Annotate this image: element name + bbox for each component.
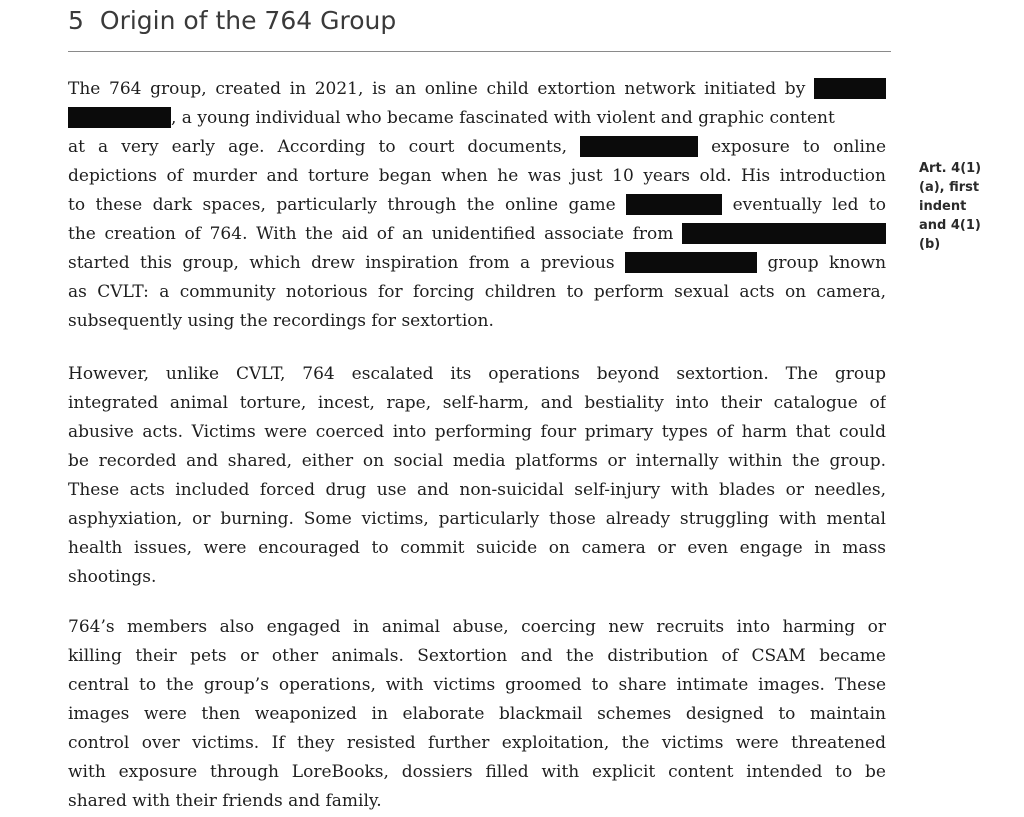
paragraph-line: However, unlike CVLT, 764 escalated its operations beyond sextortion. The group: [68, 364, 886, 384]
paragraph-line: asphyxiation, or burning. Some victims, particularly those already struggling with mental: [68, 509, 886, 529]
margin-note-line: indent: [919, 199, 967, 214]
redaction-box: [625, 252, 757, 273]
paragraph-line: subsequently using the recordings for sextortion.: [68, 311, 494, 331]
paragraph-line: depictions of murder and torture began when he was just 10 years old. His introduction: [68, 166, 886, 186]
paragraph-line: integrated animal torture, incest, rape, self-harm, and bestiality into their catalogue of: [68, 393, 886, 413]
paragraph-line: The 764 group, created in 2021, is an online child extortion network initiated by: [68, 75, 886, 104]
paragraph-line: with exposure through LoreBooks, dossiers filled with explicit content intended to be: [68, 762, 886, 782]
redaction-box: [580, 136, 698, 157]
paragraph-line: at a very early age. According to court documents, exposure to online: [68, 137, 886, 157]
margin-note-line: (a), first: [919, 180, 980, 195]
paragraph-line: central to the group’s operations, with victims groomed to share intimate images. These: [68, 675, 886, 695]
section-heading: [68, 6, 396, 35]
paragraph-line: the creation of 764. With the aid of an unidentified associate from: [68, 220, 886, 249]
paragraph-line: shared with their friends and family.: [68, 791, 382, 811]
section-title: Origin of the 764 Group: [99, 6, 397, 35]
paragraph-line: killing their pets or other animals. Sextortion and the distribution of CSAM became: [68, 646, 886, 666]
paragraph-line: images were then weaponized in elaborate blackmail schemes designed to maintain: [68, 704, 886, 724]
legal-basis-margin-note: [919, 159, 1009, 254]
section-number: 5: [68, 6, 84, 35]
redaction-box: [68, 107, 171, 128]
redaction-box: [682, 223, 886, 244]
paragraph-1: [68, 75, 886, 336]
paragraph-line: as CVLT: a community notorious for forcing children to perform sexual acts on camera,: [68, 282, 886, 302]
paragraph-line: , a young individual who became fascinated with violent and graphic content: [68, 104, 886, 133]
paragraph-line: shootings.: [68, 567, 157, 587]
paragraph-line: to these dark spaces, particularly through the online game eventually led to: [68, 195, 886, 215]
margin-note-line: Art. 4(1): [919, 161, 982, 176]
paragraph-3: [68, 613, 886, 816]
margin-note-line: and 4(1): [919, 218, 981, 233]
paragraph-line: abusive acts. Victims were coerced into performing four primary types of harm that could: [68, 422, 886, 442]
paragraph-line: started this group, which drew inspiration from a previous group known: [68, 253, 886, 273]
heading-rule: [68, 51, 891, 52]
paragraph-line: These acts included forced drug use and non-suicidal self-injury with blades or needles,: [68, 480, 886, 500]
margin-note-line: (b): [919, 237, 941, 252]
redaction-box: [626, 194, 722, 215]
paragraph-line: control over victims. If they resisted further exploitation, the victims were threatened: [68, 733, 886, 753]
paragraph-2: [68, 360, 886, 592]
paragraph-line: 764’s members also engaged in animal abuse, coercing new recruits into harming or: [68, 617, 886, 637]
paragraph-line: health issues, were encouraged to commit suicide on camera or even engage in mass: [68, 538, 886, 558]
redaction-box: [814, 78, 886, 99]
paragraph-line: be recorded and shared, either on social media platforms or internally within the group.: [68, 451, 886, 471]
